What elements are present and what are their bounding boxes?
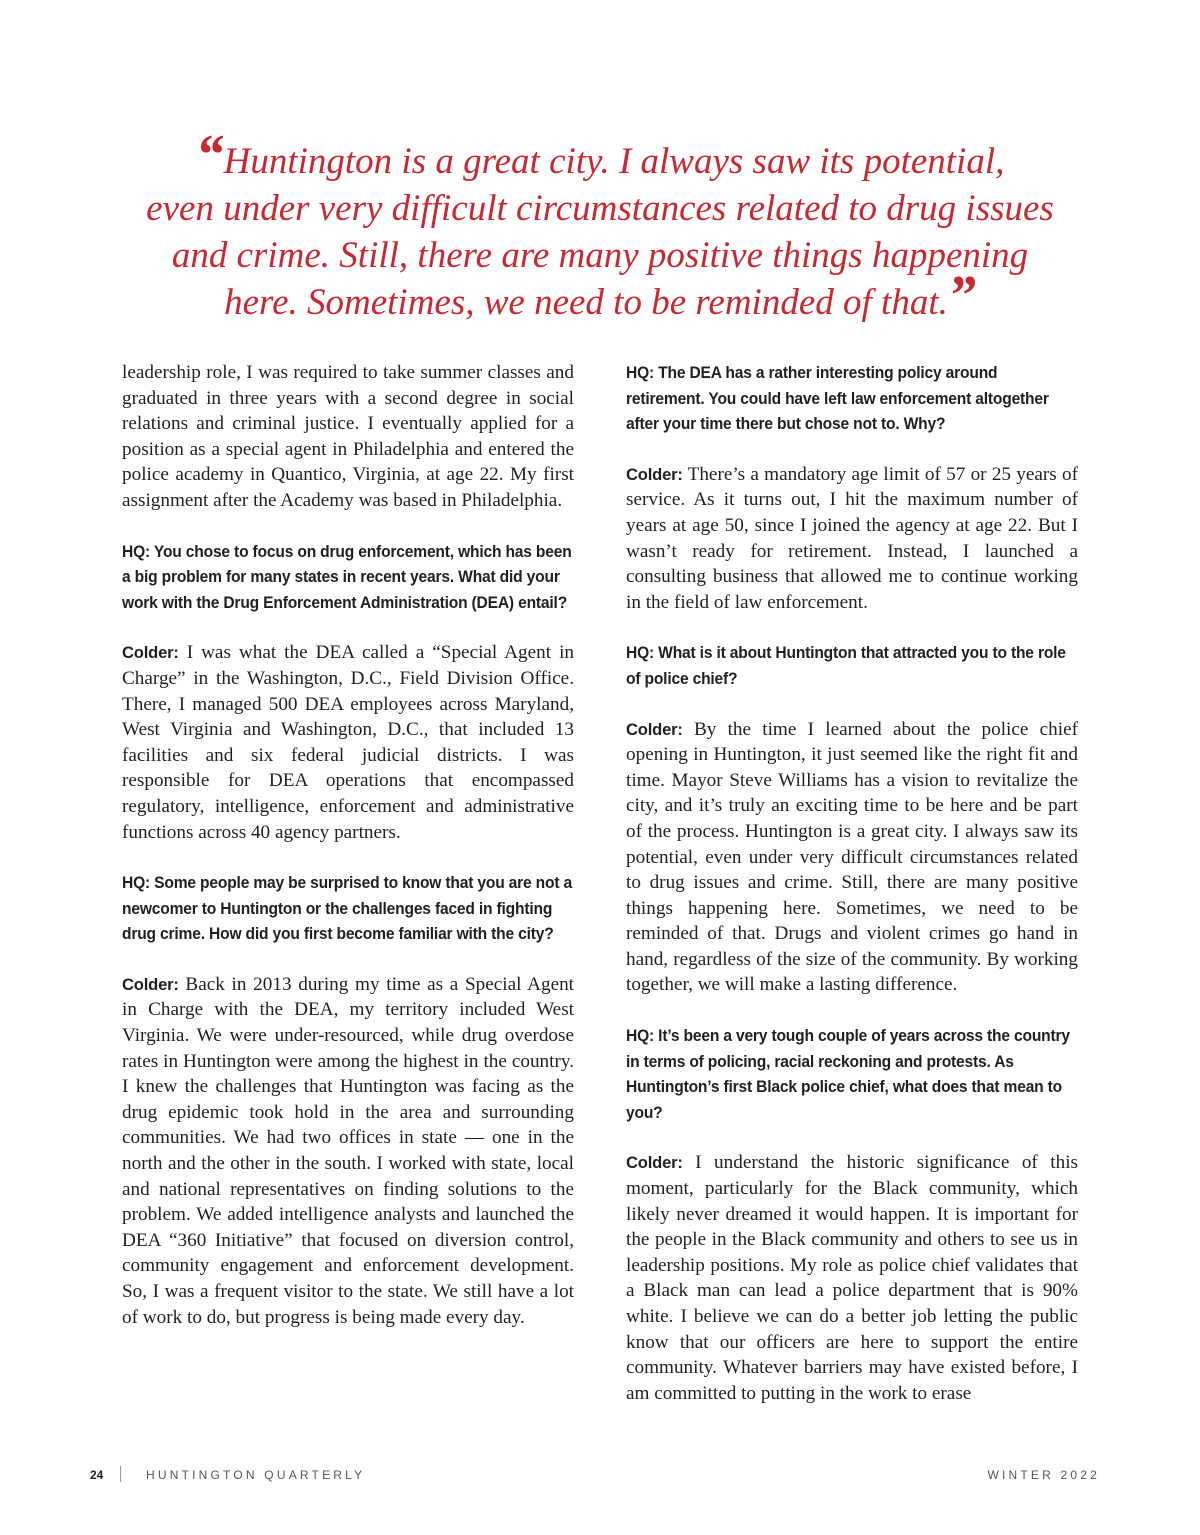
speaker-label: Colder:	[626, 719, 683, 739]
speaker-label: Colder:	[626, 464, 683, 484]
publication-name: HUNTINGTON QUARTERLY	[146, 1468, 366, 1482]
speaker-label: Colder:	[626, 1153, 683, 1173]
pull-quote-line-1: “Huntington is a great city. I always saw its potential,	[195, 124, 1005, 186]
body-paragraph: leadership role, I was required to take summer classes and graduated in three years with a second degree in social relations and criminal justice. I eventually applied for a position as a special agent in Philadelphia and entered the police academy in Quantico, Virginia, at age 22. My first assignment after the Academy was based in Philadelphia.	[122, 362, 574, 511]
pull-quote	[130, 124, 1070, 327]
interview-answer: Colder: I was what the DEA called a “Special Agent in Charge” in the Washington, D.C., Field Division Office. There, I managed 500 DEA employees across Maryland, West Virginia and Washington, D.C., that included 13 facilities and six federal judicial districts. I was responsible for DEA operations that encompassed regulatory, intelligence, enforcement and administrative functions across 40 agency partners.	[122, 642, 575, 843]
interview-question: HQ: You chose to focus on drug enforcement, which has been a big problem for many states in recent years. What did your work with the Drug Enforcement Administration (DEA) entail?	[122, 541, 572, 612]
close-quote-mark: ”	[947, 265, 976, 327]
page-footer	[90, 1468, 1100, 1488]
interview-answer: Colder: Back in 2013 during my time as a Special Agent in Charge with the DEA, my territory included West Virginia. We were under-resourced, while drug overdose rates in Huntington were among the highest in the country. I knew the challenges that Huntington was facing as the drug epidemic took hold in the area and surrounding communities. We had two offices in state — one in the north and the other in the south. I worked with state, local and national representatives on finding solutions to the problem. We added intelligence analysts and launched the DEA “360 Initiative” that focused on diversion control, community engagement and enforcement development. So, I was a frequent visitor to the state. We still have a lot of work to do, but progress is being made every day.	[122, 973, 575, 1328]
pull-quote-line-3: and crime. Still, there are many positive things happening	[171, 235, 1029, 276]
left-column	[122, 360, 574, 1355]
speaker-label: Colder:	[122, 643, 179, 663]
interview-question: HQ: Some people may be surprised to know that you are not a newcomer to Huntington or the challenges faced in fighting drug crime. How did you first become familiar with the city?	[122, 873, 573, 944]
interview-question: HQ: What is it about Huntington that attracted you to the role of police chief?	[626, 643, 1066, 688]
open-quote-mark: “	[195, 124, 224, 186]
interview-question: HQ: The DEA has a rather interesting policy around retirement. You could have left law enforcement altogether after your time there but chose not to. Why?	[626, 363, 1049, 434]
issue-date: WINTER 2022	[987, 1468, 1100, 1482]
pull-quote-line-2: even under very difficult circumstances related to drug issues	[146, 188, 1054, 229]
interview-answer: Colder: I understand the historic significance of this moment, particularly for the Black community, which likely never dreamed it would happen. It is important for the people in the Black community and others to see us in leadership positions. My role as police chief validates that a Black man can lead a police department that is 90% white. I believe we can do a better job letting the public know that our officers are here to support the entire community. Whatever barriers may have existed before, I am committed to putting in the work to erase	[626, 1152, 1078, 1404]
speaker-label: Colder:	[122, 974, 179, 994]
right-column	[626, 360, 1078, 1431]
footer-divider	[120, 1466, 121, 1482]
interview-answer: Colder: There’s a mandatory age limit of 57 or 25 years of service. As it turns out, I hit the maximum number of years at age 50, since I joined the agency at age 22. But I wasn’t ready for retirement. Instead, I launched a consulting business that allowed me to continue working in the field of law enforcement.	[626, 463, 1078, 613]
page-number: 24	[90, 1468, 104, 1482]
interview-answer: Colder: By the time I learned about the police chief opening in Huntington, it just seemed like the right fit and time. Mayor Steve Williams has a vision to revitalize the city, and it’s truly an exciting time to be here and be part of the process. Huntington is a great city. I always saw its potential, even under very difficult circumstances related to drug issues and crime. Still, there are many positive things happening here. Sometimes, we need to be reminded of that. Drugs and violent crimes go hand in hand, regardless of the size of the community. By working together, we will make a lasting difference.	[626, 718, 1078, 996]
interview-question: HQ: It’s been a very tough couple of years across the country in terms of policing, racial reckoning and protests. As Huntington’s first Black police chief, what does that mean to you?	[626, 1026, 1070, 1122]
pull-quote-line-4: here. Sometimes, we need to be reminded of that.”	[224, 265, 976, 327]
